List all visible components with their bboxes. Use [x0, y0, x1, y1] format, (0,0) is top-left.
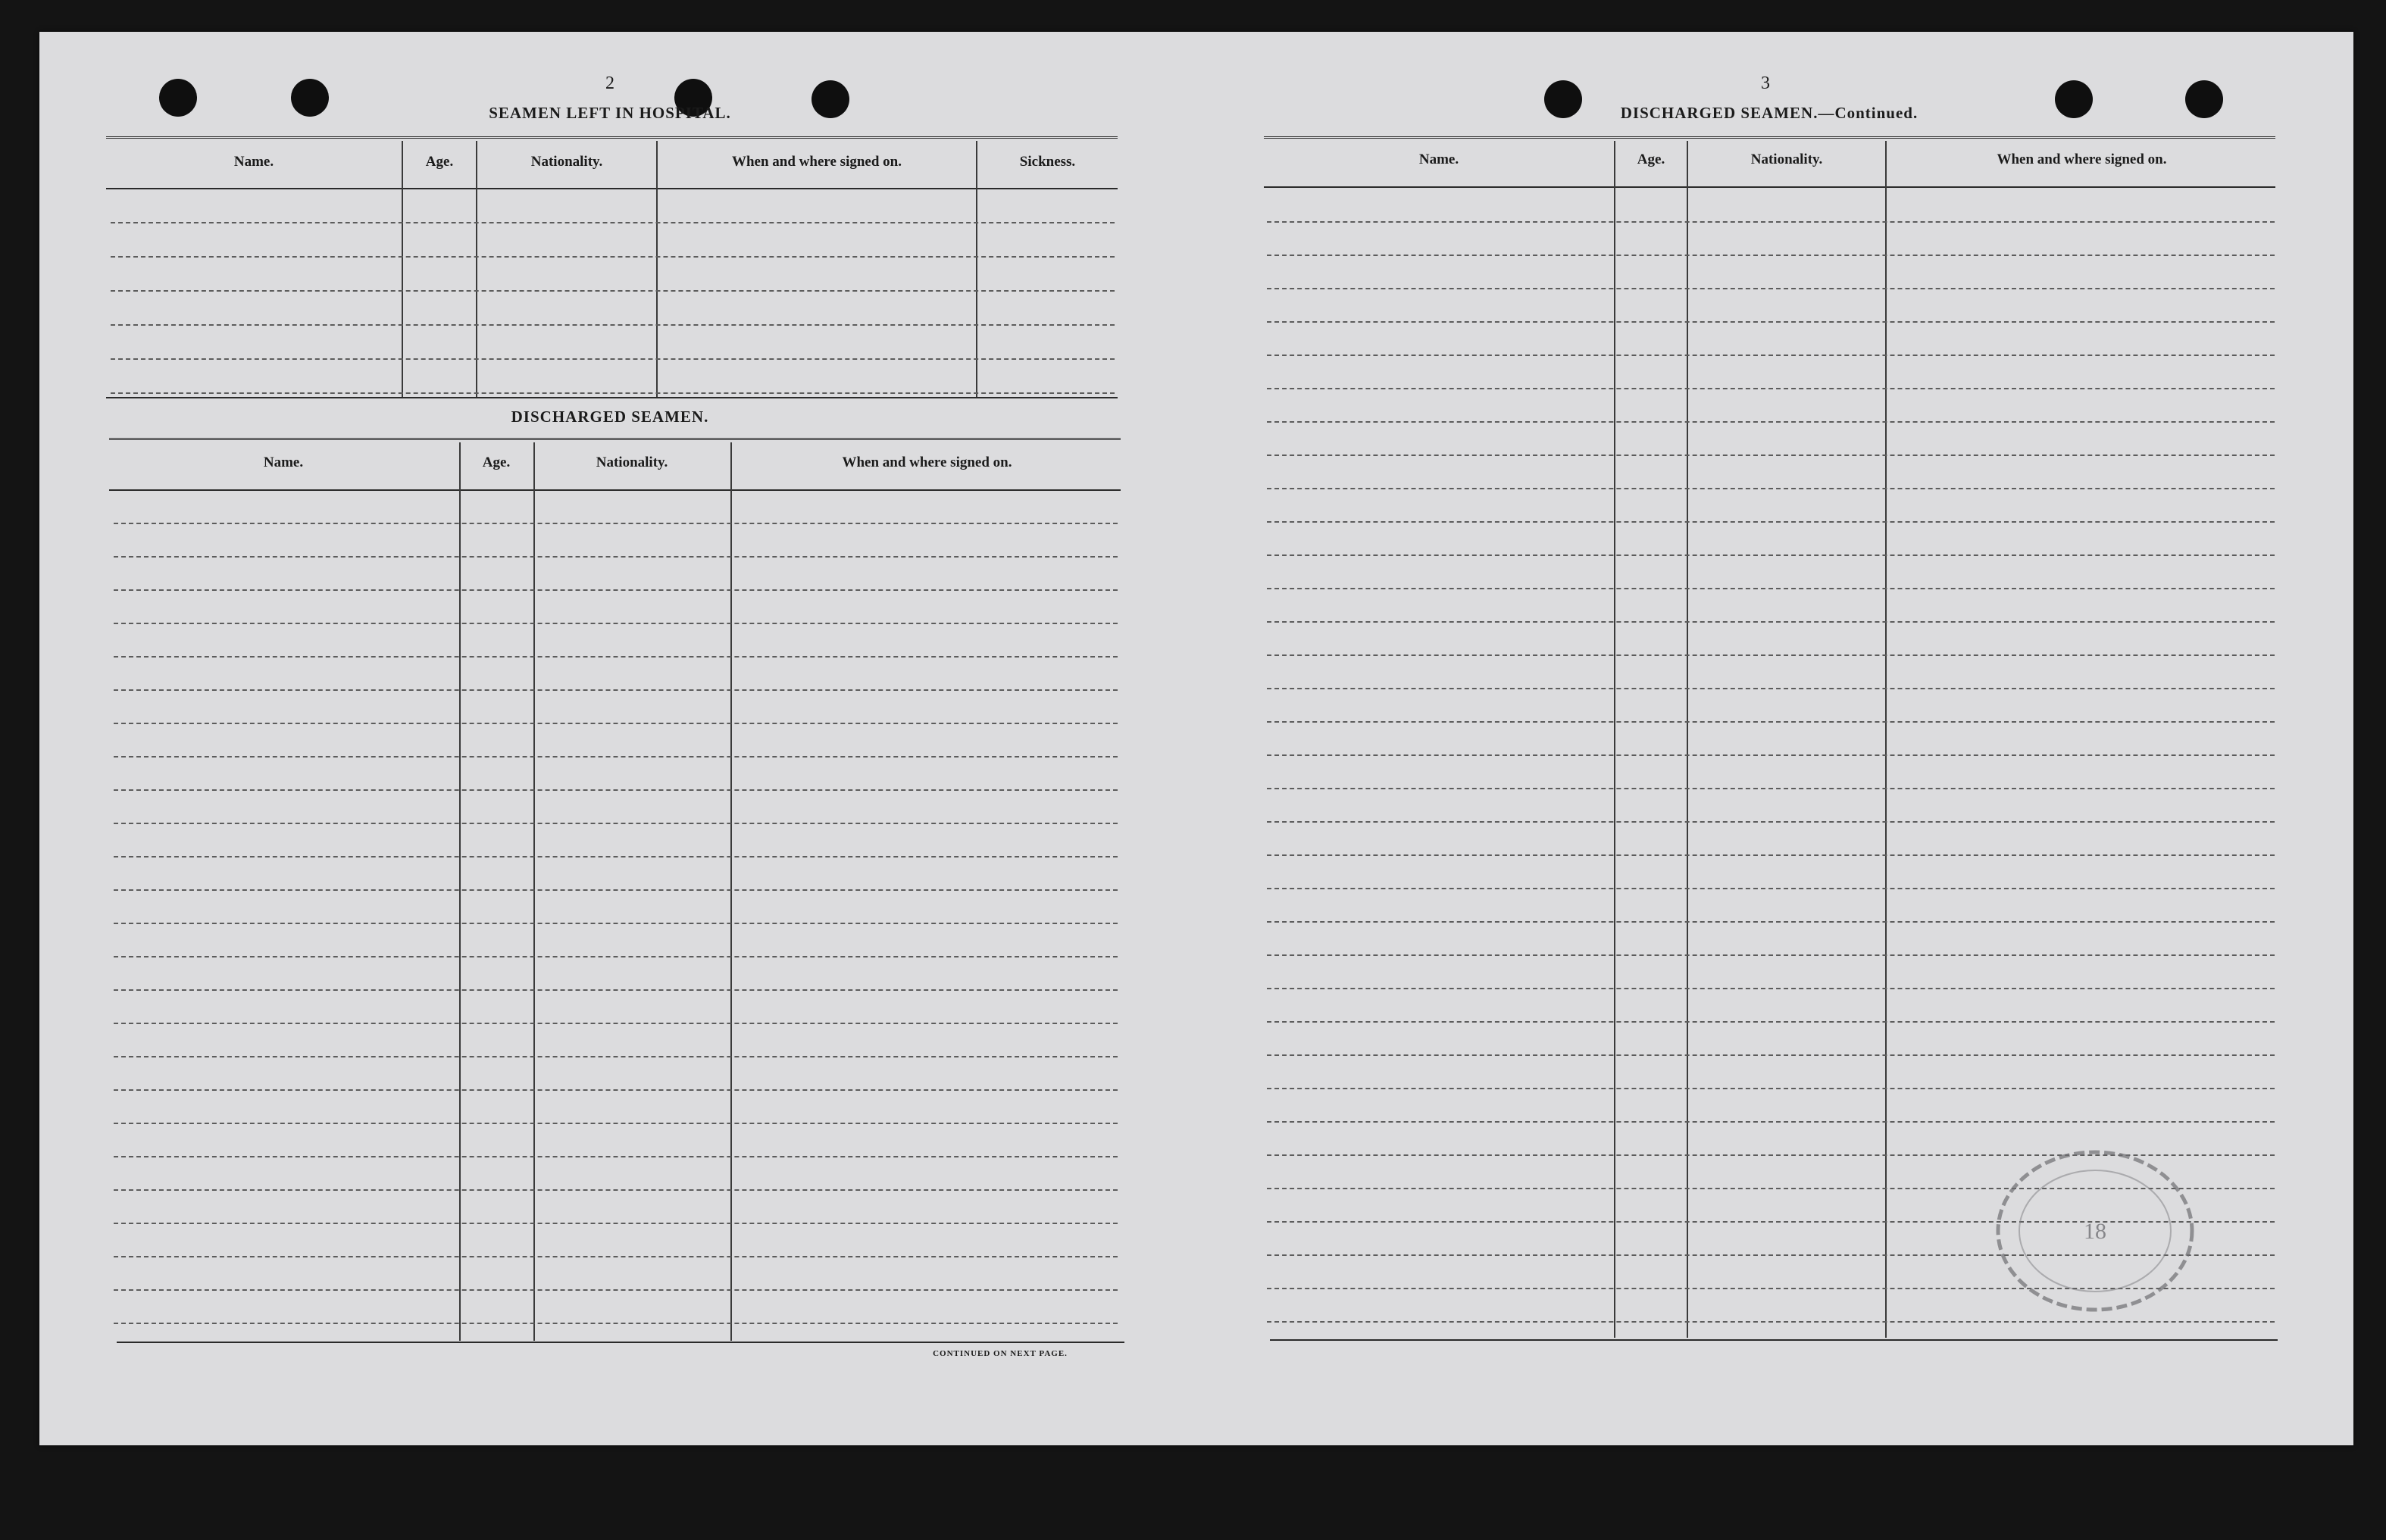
discharged-col-name: Name.	[263, 455, 304, 470]
hospital-table-top-rule	[106, 136, 1118, 139]
column-divider	[459, 442, 461, 1341]
punch-hole	[2185, 80, 2223, 118]
stamp-date: 18	[2084, 1219, 2106, 1244]
hospital-col-signed-on: When and where signed on.	[731, 154, 902, 170]
entry-line	[114, 756, 1118, 758]
entry-line	[1267, 988, 2275, 989]
entry-line	[111, 256, 1115, 258]
entry-line	[1267, 521, 2275, 523]
continued-section-title: DISCHARGED SEAMEN.—Continued.	[1620, 104, 1918, 122]
entry-line	[1267, 821, 2275, 823]
discharged-header-rule	[109, 489, 1121, 491]
punch-hole	[2055, 80, 2093, 118]
entry-line	[1267, 1021, 2275, 1023]
punch-hole	[291, 79, 329, 117]
entry-line	[1267, 1121, 2275, 1123]
entry-line	[1267, 554, 2275, 556]
entry-line	[1267, 688, 2275, 689]
entry-line	[114, 1289, 1118, 1291]
hospital-header-rule	[106, 188, 1118, 189]
entry-line	[1267, 255, 2275, 256]
continued-col-nationality: Nationality.	[1750, 152, 1823, 167]
discharged-col-age: Age.	[482, 455, 511, 470]
discharged-col-signed-on: When and where signed on.	[842, 455, 1012, 470]
entry-line	[1267, 355, 2275, 356]
column-divider	[1614, 141, 1615, 1338]
entry-line	[1267, 221, 2275, 223]
entry-line	[114, 623, 1118, 624]
entry-line	[111, 324, 1115, 326]
discharged-bottom-rule	[117, 1342, 1124, 1343]
entry-line	[1267, 321, 2275, 323]
entry-line	[114, 789, 1118, 791]
entry-line	[114, 1156, 1118, 1157]
entry-line	[1267, 388, 2275, 389]
entry-line	[1267, 754, 2275, 756]
entry-line	[1267, 588, 2275, 589]
entry-line	[114, 856, 1118, 857]
entry-line	[114, 989, 1118, 991]
entry-line	[114, 589, 1118, 591]
entry-line	[111, 392, 1115, 394]
page-number-right: 3	[1761, 73, 1770, 93]
entry-line	[1267, 1054, 2275, 1056]
entry-line	[114, 656, 1118, 658]
entry-line	[1267, 721, 2275, 723]
punch-hole	[159, 79, 197, 117]
page-number-left: 2	[605, 73, 614, 93]
hospital-bottom-rule	[106, 397, 1118, 398]
column-divider	[730, 442, 732, 1341]
column-divider	[533, 442, 535, 1341]
entry-line	[1267, 788, 2275, 789]
entry-line	[111, 222, 1115, 223]
column-divider	[1885, 141, 1887, 1338]
entry-line	[1267, 621, 2275, 623]
hospital-col-name: Name.	[233, 154, 274, 170]
entry-line	[114, 923, 1118, 924]
entry-line	[1267, 455, 2275, 456]
entry-line	[114, 1123, 1118, 1124]
entry-line	[1267, 488, 2275, 489]
column-divider	[1687, 141, 1688, 1338]
entry-line	[114, 889, 1118, 891]
entry-line	[114, 1056, 1118, 1057]
continued-table-top-rule	[1264, 136, 2275, 139]
entry-line	[111, 358, 1115, 360]
punch-hole	[1544, 80, 1582, 118]
continued-col-age: Age.	[1637, 152, 1665, 167]
discharged-table-top-rule	[109, 438, 1121, 440]
entry-line	[114, 1323, 1118, 1324]
hospital-section-title: SEAMEN LEFT IN HOSPITAL.	[489, 104, 731, 122]
continued-col-name: Name.	[1418, 152, 1459, 167]
punch-hole	[811, 80, 849, 118]
hospital-col-nationality: Nationality.	[530, 154, 603, 170]
entry-line	[1267, 1088, 2275, 1089]
continued-note: CONTINUED ON NEXT PAGE.	[933, 1349, 1068, 1358]
entry-line	[114, 523, 1118, 524]
entry-line	[1267, 888, 2275, 889]
entry-line	[1267, 921, 2275, 923]
immigration-stamp	[1981, 1140, 2209, 1322]
entry-line	[114, 556, 1118, 558]
entry-line	[1267, 288, 2275, 289]
entry-line	[114, 823, 1118, 824]
entry-line	[114, 956, 1118, 957]
continued-header-rule	[1264, 186, 2275, 188]
entry-line	[114, 1189, 1118, 1191]
entry-line	[1267, 954, 2275, 956]
hospital-col-sickness: Sickness.	[1019, 154, 1076, 170]
entry-line	[1267, 421, 2275, 423]
continued-col-signed-on: When and where signed on.	[1997, 152, 2167, 167]
entry-line	[1267, 654, 2275, 656]
entry-line	[1267, 854, 2275, 856]
entry-line	[114, 1223, 1118, 1224]
discharged-section-title: DISCHARGED SEAMEN.	[511, 408, 709, 426]
entry-line	[114, 1089, 1118, 1091]
entry-line	[114, 1023, 1118, 1024]
continued-bottom-rule	[1270, 1339, 2278, 1341]
entry-line	[111, 290, 1115, 292]
entry-line	[114, 689, 1118, 691]
discharged-col-nationality: Nationality.	[596, 455, 668, 470]
hospital-col-age: Age.	[425, 154, 454, 170]
entry-line	[114, 1256, 1118, 1257]
entry-line	[114, 723, 1118, 724]
